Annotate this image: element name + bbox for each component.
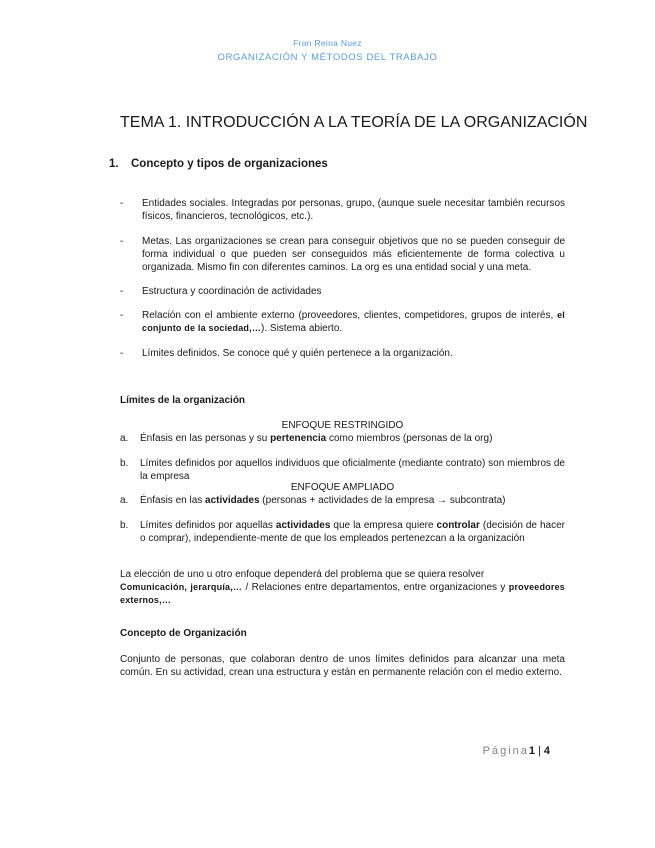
bullet-text: Relación con el ambiente externo (proveedores, clientes, competidores, grupos de interés, el conjunto de la sociedad,…). Sistema abierto. [142, 310, 565, 334]
bullet-bold-text: el conjunto de la sociedad,… [142, 310, 565, 333]
enfoque-restringido-heading: ENFOQUE RESTRINGIDO [281, 420, 404, 431]
document-title: TEMA 1. INTRODUCCIÓN A LA TEORÍA DE LA ORGANIZACIÓN [120, 114, 588, 131]
list-marker: a. [120, 433, 129, 444]
section-number: 1. [109, 158, 119, 170]
bullet-item [120, 309, 565, 335]
concepto-heading: Concepto de Organización [120, 628, 247, 639]
bullet-item [120, 347, 565, 360]
list-marker: b. [120, 458, 129, 469]
page-footer [483, 745, 550, 757]
list-marker: a. [120, 495, 129, 506]
bullet-dash: - [120, 286, 124, 297]
section-title: Concepto y tipos de organizaciones [131, 158, 328, 170]
bullet-text: Metas. Las organizaciones se crean para conseguir objetivos que no se pueden conseguir de forma individual o que pueden ser conseguidos más eficientemente de forma colectiva u organizada. Mismo fin con diferentes caminos. La org es una entidad social y una meta. [142, 236, 565, 273]
page-number: 1 [528, 745, 536, 757]
header-author: Fran Reina Nuez [293, 38, 362, 48]
bullet-item [120, 197, 565, 223]
concepto-paragraph: Conjunto de personas, que colaboran dentro de unos límites definidos para alcanzar una meta común. En su actividad, crean una estructura y están en permanente relación con el medio externo. [120, 654, 565, 678]
list-text: Énfasis en las actividades (personas + actividades de la empresa → subcontrata) [140, 495, 506, 506]
bullet-dash: - [120, 348, 124, 359]
bullet-text: Entidades sociales. Integradas por personas, grupo, (aunque suele necesitar también recursos físicos, financieros, tecnológicos, etc.). [142, 198, 565, 222]
paragraph: La elección de uno u otro enfoque dependerá del problema que se quiera resolver Comunicación, jerarquía,… / Relaciones entre departamentos, entre organizaciones y proveedores externos,… [120, 569, 565, 605]
bullet-item [120, 285, 565, 298]
bullet-text: Límites definidos. Se conoce qué y quién pertenece a la organización. [142, 348, 453, 359]
page-total: 4 [543, 745, 550, 757]
list-item [120, 494, 565, 507]
page-header [0, 38, 655, 63]
list-text: Límites definidos por aquellos individuos que oficialmente (mediante contrato) son miembros de la empresa [140, 458, 565, 482]
bullet-dash: - [120, 310, 124, 321]
list-marker: b. [120, 520, 129, 531]
list-item [120, 457, 565, 483]
bullet-dash: - [120, 198, 124, 209]
list-text: Límites definidos por aquellas actividades que la empresa quiere controlar (decisión de hacer o comprar), independiente-mente de que los empleados pertenezcan a la organización [140, 520, 565, 544]
eleccion-text: La elección de uno u otro enfoque dependerá del problema que se quiera resolver [120, 569, 485, 580]
list-item [120, 519, 565, 545]
footer-label: Página [482, 745, 529, 757]
bullet-item [120, 235, 565, 274]
header-subtitle: ORGANIZACIÓN Y MÉTODOS DEL TRABAJO [217, 52, 438, 63]
list-item [120, 432, 565, 445]
footer-separator: | [538, 745, 541, 757]
bullet-text: Estructura y coordinación de actividades [142, 286, 322, 297]
section-heading [109, 158, 328, 170]
enfoque-ampliado-heading: ENFOQUE AMPLIADO [290, 482, 395, 493]
bullet-dash: - [120, 236, 124, 247]
limites-heading: Límites de la organización [120, 395, 246, 406]
list-text: Énfasis en las personas y su pertenencia como miembros (personas de la org) [140, 433, 493, 444]
